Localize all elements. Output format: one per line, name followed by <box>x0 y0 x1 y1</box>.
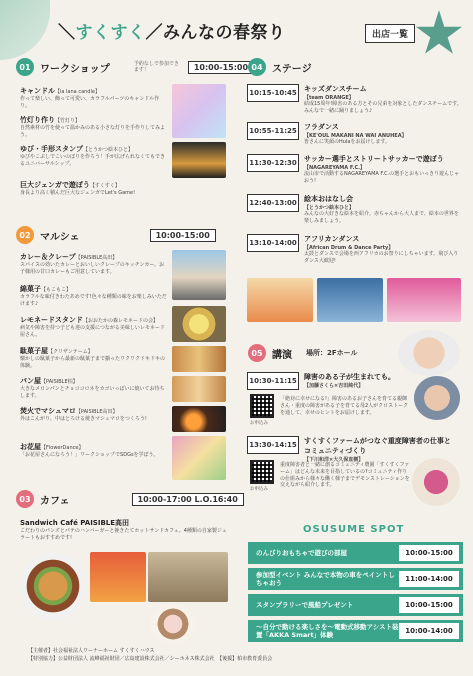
cafe-interior-photo <box>148 552 228 602</box>
osusume-time: 10:00-14:00 <box>399 623 459 639</box>
cafe-name: Sandwich Café PAISIBLE高田 <box>20 519 130 527</box>
item-name: レモネードスタンド <box>20 316 83 324</box>
section-title: 講演 <box>272 349 292 361</box>
title-accent: すくすく <box>75 23 146 43</box>
apply-label: お申込み <box>250 421 268 426</box>
osusume-time: 11:00-14:00 <box>399 571 459 587</box>
lecture-desc: 重度障害者と一緒に創るコミュニティ農園「すくすくファーム」はどんな未来を目指しているの?コミュニティ作りの仕組みから様々な働く様子までデモンストレーションを交えながら紹介します。 <box>280 462 410 489</box>
item-org: 【もこもこ】 <box>41 287 72 293</box>
lecture-name: 障害のある子が生まれても。 <box>304 373 395 381</box>
item-name: 焚火でマシュマロ <box>20 407 76 415</box>
osusume-row <box>248 568 463 590</box>
stage-desc: 皆さんに笑顔のHulaをお届けします。 <box>304 139 390 145</box>
marche-time: 10:00-15:00 <box>150 229 216 242</box>
item-org: 【おおたかの森レモネードの会】 <box>82 318 158 324</box>
lecture-header <box>248 344 358 362</box>
marche-item <box>20 315 168 339</box>
osusume-time: 10:00-15:00 <box>399 545 459 561</box>
section-title: カフェ <box>40 495 70 507</box>
stage-row <box>247 84 462 115</box>
item-org: 【すくすく】 <box>89 183 120 189</box>
section-number: 02 <box>16 226 34 244</box>
workshop-note: 予約なしで参加できます！ <box>133 61 179 73</box>
item-desc: 外はこんがり、中はとろける焼きマシュマロをつくろう! <box>20 416 147 422</box>
osusume-label: 参加型イベント みんなで本物の車をペイントしちゃおう <box>256 570 395 587</box>
lecture-speaker: 【下川和洋×大久保直樹】 <box>304 457 364 463</box>
stage-row <box>247 154 462 185</box>
section-title: マルシェ <box>40 231 80 243</box>
title-prefix: ＼ <box>58 23 76 43</box>
stage-time: 13:10-14:00 <box>247 234 299 252</box>
stage-name: フラダンス <box>304 123 339 131</box>
item-org: 【la lana candle】 <box>55 89 100 95</box>
speaker-photo-2 <box>414 376 460 420</box>
section-number: 03 <box>16 490 34 508</box>
speaker-photo-1 <box>398 330 460 376</box>
item-desc: 懐かしの駄菓子から最新の駄菓子まで揃ったワクワクドキドキの体験。 <box>20 356 166 369</box>
section-number: 05 <box>248 344 266 362</box>
stage-name: キッズダンスチーム <box>304 85 367 93</box>
item-name: 綿菓子 <box>20 285 41 293</box>
stage-time: 10:15-10:45 <box>247 84 299 102</box>
drink-photo <box>90 552 146 602</box>
lecture-desc: 「絶対に幸せになる!」障害のあるお子さんを育てる親御さん・重度の障害がある子を育てる母2人がクロストークを通して、幸せのヒントをお届けします。 <box>280 396 409 416</box>
stage-photo-2 <box>317 278 383 322</box>
stage-org: 【African Drum & Dance Party】 <box>304 245 394 251</box>
section-title: ステージ <box>272 63 312 75</box>
item-desc: 「お花屋さんになろう！」ワークショップでSDGsを学ぼう。 <box>20 452 159 458</box>
bread-photo <box>172 376 226 402</box>
item-name: 竹灯り作り <box>20 116 55 124</box>
osusume-label: ～自分で動ける楽しさを～電動式移動アシスト装置「AKKA Smart」体験 <box>256 622 399 639</box>
qr-code-icon[interactable] <box>250 394 274 418</box>
footer-sponsors: 【特別協力】公益財団法人 流峰福祉財団／広島建設株式会社／シーホネス株式会社 【後援】柏市教育委員会 <box>28 655 273 662</box>
osusume-row <box>248 542 463 564</box>
qr-code-icon[interactable] <box>250 460 274 484</box>
stage-desc: 太鼓とダンスで会場を西アフリカのお祭りにしちゃいます。飛び入りダンス大歓迎! <box>304 251 459 264</box>
stage-org: 【とうかつ絵本ひと】 <box>304 205 355 211</box>
flower-photo <box>172 436 226 480</box>
cafe-time: 10:00-17:00 L.O.16:40 <box>132 493 244 506</box>
stage-photo-1 <box>247 278 313 322</box>
stage-time: 11:30-12:30 <box>247 154 299 172</box>
stage-name: アフリカンダンス <box>304 235 360 243</box>
item-desc: 自然素材の竹を使って温かみのある小さな灯りを手作りしてみよう。 <box>20 125 166 138</box>
footer-credits <box>28 648 458 663</box>
lecture-time: 13:30-14:15 <box>247 436 299 454</box>
marche-item <box>20 284 168 308</box>
title-suffix: ／みんなの春祭り <box>145 23 286 43</box>
workshop-item <box>20 86 168 110</box>
stage-desc: みんなの大好きな絵本を紹介。赤ちゃんから大人まで、絵本の世界を楽しみましょう。 <box>304 211 459 224</box>
stage-org: 【team ORANGE】 <box>304 95 354 101</box>
item-org: 【クリザンテーム】 <box>48 349 93 355</box>
lecture-time: 10:30-11:15 <box>247 372 299 390</box>
footer-organizer: 【主催者】社会福祉法人ワーナーホーム すくすくハウス <box>28 648 155 654</box>
item-org: 【PAISIBLE柏】 <box>41 379 78 385</box>
item-name: パン屋 <box>20 377 41 385</box>
cafe-header <box>16 490 244 508</box>
marche-item <box>20 346 168 370</box>
item-name: 巨大ジェンガで遊ぼう <box>20 181 90 189</box>
item-desc: 大きなメロンパンとチョココロネをカゴいっぱいに焼いてお待ちします。 <box>20 386 165 399</box>
stage-row <box>247 122 462 146</box>
item-org: 【とうかつ絵本ひと】 <box>83 147 134 153</box>
item-desc: 作って楽しい、飾って可愛い、カラフルパーツのキャンドル作り。 <box>20 96 160 109</box>
stage-name: 絵本おはなし会 <box>304 195 353 203</box>
item-name: お花屋 <box>20 443 41 451</box>
osusume-label: のんびりおもちゃで遊びの部屋 <box>256 548 347 557</box>
item-desc: スパイスの効いたカレーとおいしいクレープのキッチンカー。お子様用の甘口カレーもご用意しています。 <box>20 262 165 275</box>
osusume-label: スタンプラリーで風船プレゼント <box>256 600 354 609</box>
apply-label: お申込み <box>250 487 268 492</box>
stage-photo-3 <box>387 278 461 322</box>
stage-desc: 結成15周年!障害のある方とその兄弟を対象としたダンスチームです。みんなで一緒に踊りましょう♪ <box>304 101 462 114</box>
stage-desc: 流山市で活動するNAGAREYAMA F.C.の選手とおもいっきり遊んじゃおう! <box>304 171 460 184</box>
workshop-header <box>16 58 254 76</box>
stage-org: 【NAGAREYAMA F.C.】 <box>304 165 366 171</box>
gelato-photo <box>150 604 196 644</box>
bamboo-light-photo <box>172 142 226 178</box>
item-name: ゆび・手形スタンプ <box>20 145 83 153</box>
lecture-place: 場所：2Fホール <box>306 349 358 357</box>
marche-item <box>20 252 168 276</box>
lecture-name: すくすくファームがつなぐ重度障害者の仕事とコミュニティづくり <box>304 437 451 455</box>
stage-time: 10:55-11:25 <box>247 122 299 140</box>
osusume-title: OSUSUME SPOT <box>303 524 405 535</box>
stage-row <box>247 194 462 225</box>
workshop-item <box>20 180 220 197</box>
stage-org: 【KE'OUL MAKANI NA WAI ANUHEA】 <box>304 133 407 139</box>
cafe-item <box>20 518 230 542</box>
stage-name: サッカー選手とストリートサッカーで遊ぼう <box>304 155 444 163</box>
marche-item <box>20 376 168 400</box>
item-desc: ゆびやこぶしでこいのぼりを作ろう！手が広げられなくてもできるユニバーサルシップ。 <box>20 154 166 167</box>
item-desc: カラフルな味付きわたあめです!色々な種類の味をお楽しみいただけます♪ <box>20 294 167 307</box>
workshop-time: 10:00-15:00 <box>188 61 254 74</box>
osusume-time: 10:00-15:00 <box>399 597 459 613</box>
marshmallow-photo <box>172 406 226 432</box>
item-name: 駄菓子屋 <box>20 347 48 355</box>
stage-row <box>247 234 462 265</box>
marche-item <box>20 406 168 423</box>
burger-photo <box>20 552 86 620</box>
candle-photo <box>172 84 226 138</box>
item-desc: 身長より高く積んだ巨大なジェンガでLet's Game! <box>20 190 136 196</box>
lecture-speaker: 【加藤さくら×吉田純代】 <box>304 383 364 389</box>
star-decoration <box>415 10 463 58</box>
workshop-item <box>20 115 168 139</box>
lemonade-photo <box>172 306 226 342</box>
osusume-row <box>248 594 463 616</box>
item-org: 【FlowerDance】 <box>41 445 84 451</box>
stage-time: 12:40-13:00 <box>247 194 299 212</box>
osusume-row <box>248 620 463 642</box>
item-desc: 病気や障害を持つ子ども達の支援につながる美味しいレモネード屋さん。 <box>20 325 165 338</box>
leaf-decoration <box>0 0 50 60</box>
item-org: 【PAISIBLE高田】 <box>75 409 118 415</box>
item-name: キャンドル <box>20 87 55 95</box>
section-number: 01 <box>16 58 34 76</box>
section-title: ワークショップ <box>40 63 110 75</box>
section-number: 04 <box>248 58 266 76</box>
dagashi-photo <box>172 346 226 372</box>
marche-item <box>20 442 168 459</box>
shop-list-tag: 出店一覧 <box>365 24 415 43</box>
speaker-photo-3 <box>412 458 460 506</box>
marche-header <box>16 226 216 244</box>
stage-header <box>248 58 312 76</box>
workshop-item <box>20 144 168 168</box>
page-title <box>58 18 358 44</box>
cafe-desc: こだわりのパンズとパテのハンバーガーと挽きたてホットサンドカフェ。4種類の自家製ジェラートもおすすめです! <box>20 528 227 541</box>
item-org: 【PAISIBLE高田】 <box>75 255 118 261</box>
item-name: カレー＆クレープ <box>20 253 76 261</box>
item-org: 【竹灯り】 <box>55 118 81 124</box>
curry-crepe-photo <box>172 250 226 300</box>
